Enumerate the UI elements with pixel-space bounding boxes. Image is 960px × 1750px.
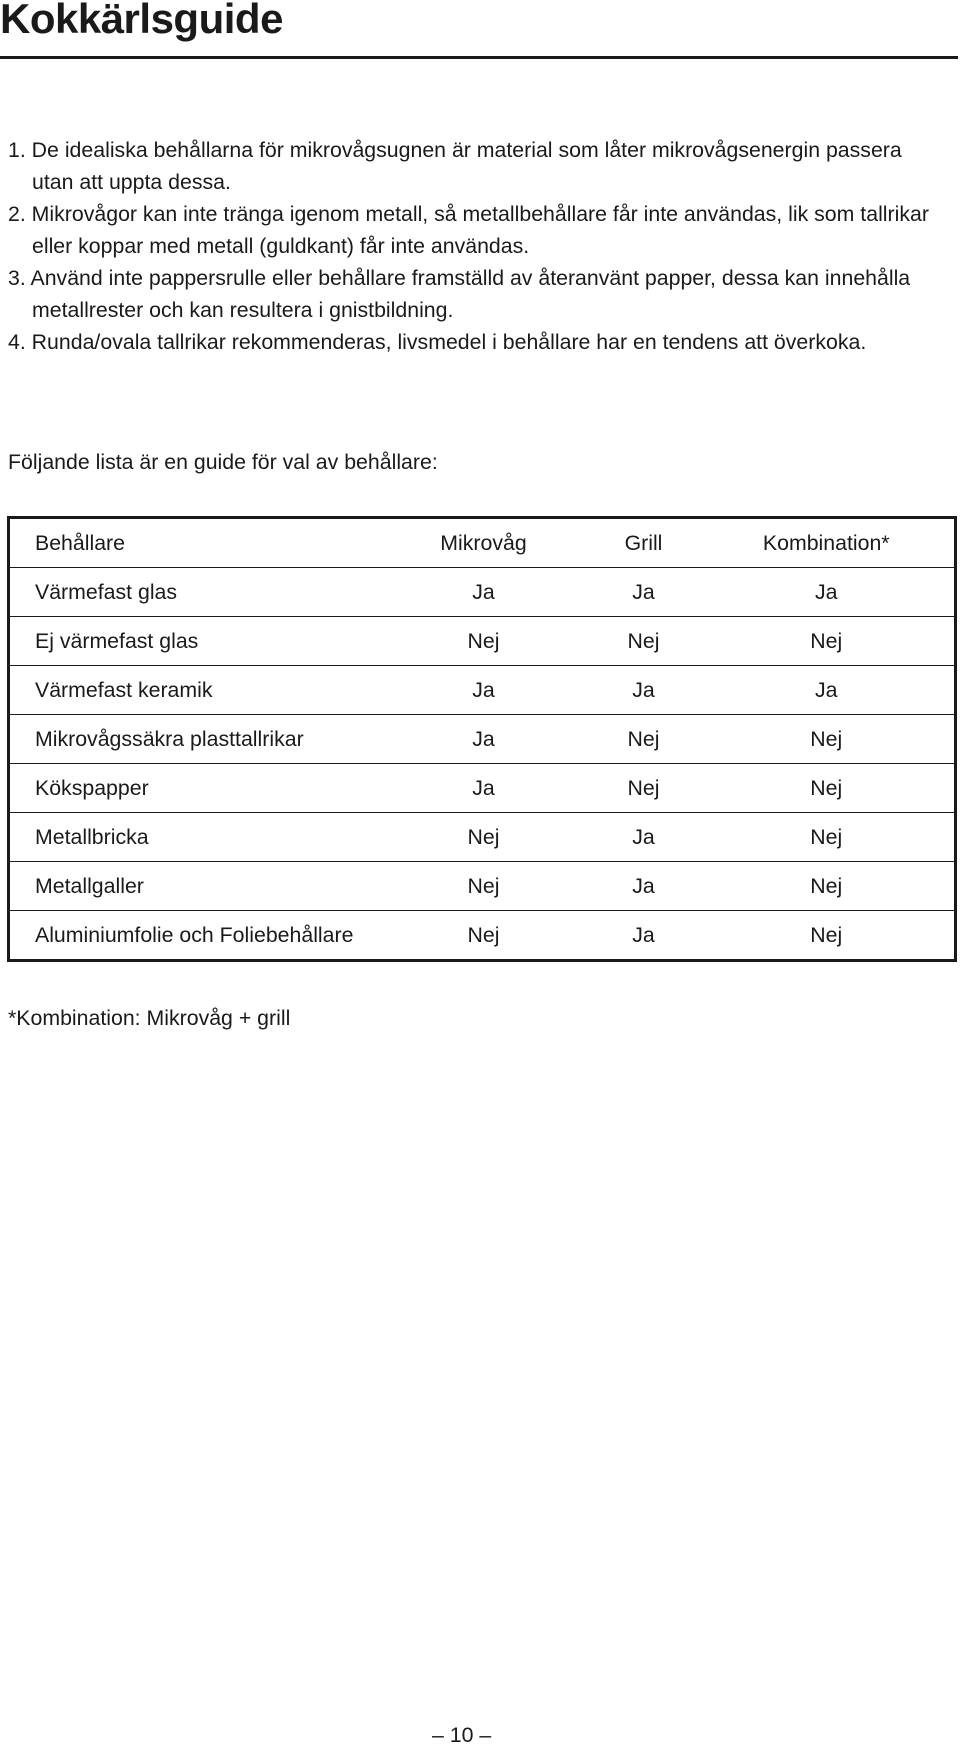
list-item: 1. De idealiska behållarna för mikrovågsugnen är material som låter mikrovågsenergin passera utan att uppta dessa. [8,138,902,194]
row-container: Värmefast glas [9,568,379,617]
row-microwave: Nej [467,922,500,947]
instruction-list [8,134,948,358]
row-container: Värmefast keramik [9,666,379,715]
row-microwave: Ja [379,764,589,813]
row-container: Metallbricka [9,813,379,862]
row-grill: Nej [589,715,699,764]
title-divider [0,56,958,59]
row-combination: Nej [699,764,956,813]
row-combination: Nej [699,813,956,862]
header-container: Behållare [9,518,379,568]
guide-intro: Följande lista är en guide för val av behållare: [8,450,438,474]
page-title: Kokkärlsguide [0,0,283,42]
footnote: *Kombination: Mikrovåg + grill [8,1006,291,1030]
table-row [9,715,956,764]
row-combination: Ja [699,568,956,617]
row-container: Mikrovågssäkra plasttallrikar [9,715,379,764]
row-grill: Ja [589,568,699,617]
list-item: 3. Använd inte pappersrulle eller behållare framställd av återanvänt papper, dessa kan innehålla metallrester och kan resultera i gnistbildning. [8,266,911,322]
row-grill: Nej [589,764,699,813]
list-item: 2. Mikrovågor kan inte tränga igenom metall, så metallbehållare får inte användas, lik som tallrikar eller koppar med metall (guldkant) får inte användas. [8,202,929,258]
container-guide-table [7,516,957,962]
row-microwave: Nej [379,813,589,862]
row-grill: Ja [589,813,699,862]
table-row [9,862,956,911]
list-item: 4. Runda/ovala tallrikar rekommenderas, livsmedel i behållare har en tendens att överkoka. [8,330,867,354]
row-microwave: Nej [379,862,589,911]
table-row [9,764,956,813]
header-microwave: Mikrovåg [379,518,589,568]
table-row [9,617,956,666]
row-grill: Ja [589,666,699,715]
row-container: Kökspapper [9,764,379,813]
row-container: Aluminiumfolie och Foliebehållare [35,922,354,947]
row-microwave: Ja [379,568,589,617]
row-combination: Nej [699,617,956,666]
row-microwave: Ja [379,666,589,715]
header-combination: Kombination* [699,518,956,568]
table-row [9,813,956,862]
table-row [9,666,956,715]
row-combination: Ja [699,666,956,715]
row-microwave: Nej [379,617,589,666]
row-grill: Ja [589,862,699,911]
row-microwave: Ja [379,715,589,764]
row-container: Metallgaller [9,862,379,911]
row-combination: Nej [699,715,956,764]
row-combination: Nej [699,862,956,911]
row-container: Ej värmefast glas [9,617,379,666]
header-grill: Grill [589,518,699,568]
table-header-row [9,518,956,568]
row-grill: Nej [589,617,699,666]
row-combination: Nej [810,922,843,947]
table-row [9,568,956,617]
page-number: – 10 – [432,1723,492,1747]
table-row [9,911,956,961]
row-grill: Ja [632,922,655,947]
